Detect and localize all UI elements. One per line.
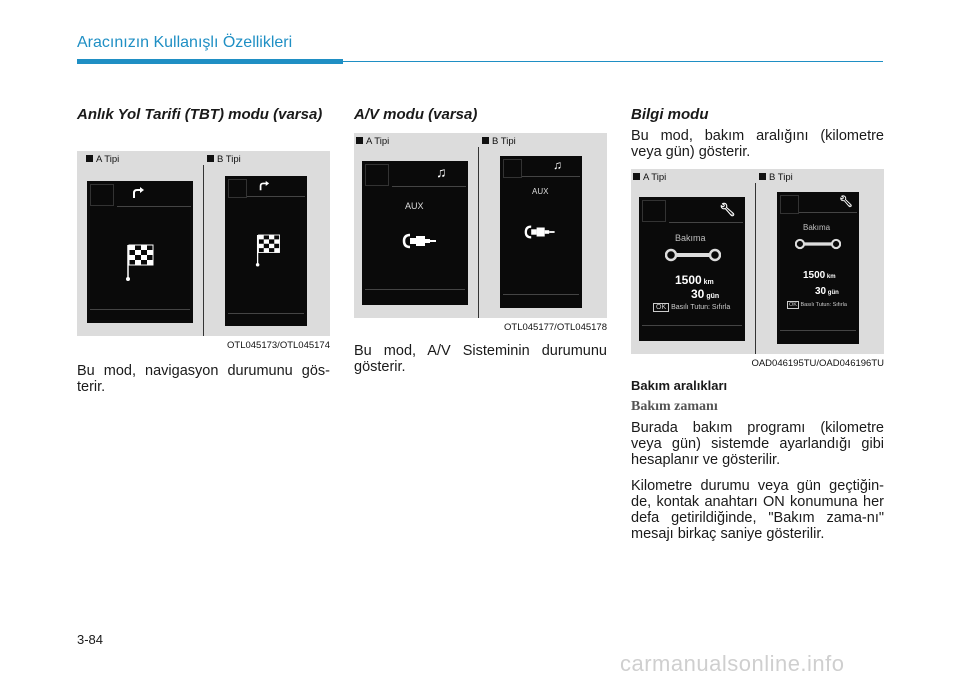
- info-screen-b-heading: Bakıma: [803, 223, 831, 232]
- info-screen-b-km: 1500 km: [803, 270, 836, 281]
- tbt-image-code: OTL045173/OTL045174: [227, 340, 330, 351]
- av-type-a-label: A Tipi: [356, 136, 389, 147]
- tbt-section-title: Anlık Yol Tarifi (TBT) modu (varsa): [77, 106, 323, 123]
- page-header-title: Aracınızın Kullanışlı Özellikleri: [77, 34, 293, 51]
- checkered-flag-icon: [125, 241, 157, 281]
- aux-plug-icon: [402, 229, 442, 253]
- av-screen-a-label: AUX: [405, 201, 424, 211]
- info-subheading: Bakım aralıkları: [631, 378, 728, 393]
- music-note-icon: ♫: [436, 164, 447, 180]
- av-image-code: OTL045177/OTL045178: [504, 322, 607, 333]
- info-screen-a: [639, 197, 745, 341]
- av-screen-a: [362, 161, 468, 305]
- av-figure-panel: [354, 133, 607, 318]
- av-description: Bu mod, A/V Sisteminin durumunu gösterir.: [354, 343, 607, 375]
- info-screen-b-hint: OK Basılı Tutun: Sıfırla: [789, 302, 847, 308]
- tbt-type-a-label: A Tipi: [86, 154, 119, 165]
- av-divider: [478, 147, 479, 318]
- tbt-screen-a: [87, 181, 193, 323]
- info-intro: Bu mod, bakım aralığını (kilometre veya gün) gösterir.: [631, 128, 884, 160]
- info-screen-b-days: 30 gün: [815, 286, 839, 297]
- wrench-icon: 🔧︎: [719, 202, 736, 217]
- watermark: carmanualsonline.info: [620, 651, 845, 676]
- info-type-a-label: A Tipi: [633, 172, 666, 183]
- wrench-icon: [795, 237, 841, 251]
- info-paragraph-2: Kilometre durumu veya gün geçtiğin-de, kontak anahtarı ON konumuna her defa getirildiğinde, "Bakım zama-nı" mesajı birkaç saniye gösterilir.: [631, 478, 884, 542]
- tbt-divider: [203, 165, 204, 336]
- av-screen-b-box: [503, 159, 522, 178]
- av-screen-a-box: [365, 164, 389, 186]
- tbt-figure-panel: [77, 151, 330, 336]
- info-image-code: OAD046195TU/OAD046196TU: [751, 358, 884, 369]
- wrench-icon: [665, 247, 721, 263]
- header-accent-bar: [77, 59, 343, 64]
- av-screen-b: [500, 156, 582, 308]
- info-paragraph-1: Burada bakım programı (kilometre veya gün) sistemde ayarlandığı gibi hesaplanır ve gösterilir.: [631, 420, 884, 468]
- av-type-b-label: B Tipi: [482, 136, 516, 147]
- tbt-screen-a-box: [90, 184, 114, 206]
- info-figure-panel: [631, 169, 884, 354]
- info-section-title: Bilgi modu: [631, 106, 709, 123]
- info-screen-b: [777, 192, 859, 344]
- info-screen-a-box: [642, 200, 666, 222]
- tbt-screen-b-box: [228, 179, 247, 198]
- info-screen-a-hint: OK Basılı Tutun: Sıfırla: [653, 304, 730, 311]
- info-type-b-label: B Tipi: [759, 172, 793, 183]
- checkered-flag-icon: [255, 231, 283, 267]
- tbt-type-b-label: B Tipi: [207, 154, 241, 165]
- info-screen-b-box: [780, 195, 799, 214]
- music-note-icon: ♫: [553, 158, 562, 172]
- info-screen-a-days: 30 gün: [691, 287, 720, 301]
- info-screen-a-km: 1500 km: [675, 273, 714, 287]
- info-serif-heading: Bakım zamanı: [631, 399, 718, 414]
- av-screen-b-label: AUX: [532, 187, 549, 196]
- tbt-description: Bu mod, navigasyon durumunu gös-terir.: [77, 363, 330, 395]
- wrench-icon: 🔧︎: [839, 196, 853, 208]
- turn-right-arrow-icon: [131, 186, 145, 200]
- turn-right-arrow-icon: [258, 180, 270, 192]
- tbt-screen-b: [225, 176, 307, 326]
- page-number: 3-84: [77, 632, 104, 647]
- info-screen-a-heading: Bakıma: [675, 233, 706, 243]
- aux-plug-icon: [524, 221, 560, 243]
- header-rule: [343, 61, 883, 62]
- av-section-title: A/V modu (varsa): [354, 106, 478, 123]
- info-divider: [755, 183, 756, 354]
